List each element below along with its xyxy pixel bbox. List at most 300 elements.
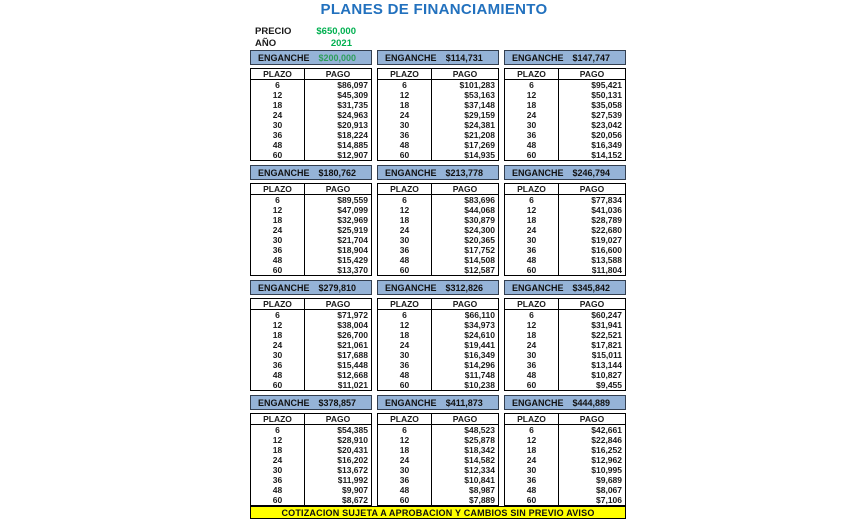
plan-table-row — [251, 215, 371, 225]
pago-cell: $18,342 — [464, 445, 495, 455]
pago-cell: $24,300 — [464, 225, 495, 235]
plan-table-row — [378, 235, 498, 245]
plazo-cell: 36 — [378, 360, 432, 370]
enganche-label: ENGANCHE — [258, 52, 310, 63]
plan-table-row — [505, 215, 625, 225]
plan-table-header-row — [378, 299, 498, 310]
plan-table-row — [505, 140, 625, 150]
pago-cell: $14,508 — [464, 255, 495, 265]
enganche-amount: $312,826 — [445, 282, 484, 293]
enganche-header-bar — [250, 165, 372, 180]
plazo-cell: 48 — [505, 485, 559, 495]
precio-value: $650,000 — [316, 26, 356, 38]
pago-cell: $44,068 — [464, 205, 495, 215]
plan-table-row — [505, 195, 625, 205]
pago-cell: $13,672 — [337, 465, 368, 475]
plazo-cell: 36 — [505, 130, 559, 140]
plazo-cell: 36 — [251, 475, 305, 485]
plan-table-row — [251, 465, 371, 475]
enganche-amount: $114,731 — [445, 52, 483, 63]
pago-cell: $15,429 — [337, 255, 368, 265]
plazo-cell: 6 — [505, 425, 559, 435]
plan-table-row — [251, 130, 371, 140]
plazo-cell: 12 — [378, 90, 432, 100]
plan-table-row — [378, 445, 498, 455]
pago-cell: $10,841 — [464, 475, 495, 485]
plan-table-row — [378, 380, 498, 390]
pago-cell: $83,696 — [464, 195, 495, 205]
plan-table — [504, 68, 626, 161]
plan-table-row — [505, 235, 625, 245]
pago-cell: $23,042 — [591, 120, 622, 130]
pago-cell: $21,704 — [337, 235, 368, 245]
plan-table-row — [505, 205, 625, 215]
enganche-amount: $444,889 — [572, 397, 611, 408]
plan-table-row — [378, 100, 498, 110]
plazo-cell: 24 — [505, 340, 559, 350]
plan-table-row — [251, 330, 371, 340]
pago-cell: $71,972 — [337, 310, 368, 320]
plazo-cell: 24 — [251, 340, 305, 350]
pago-cell: $9,907 — [342, 485, 368, 495]
plazo-cell: 48 — [251, 370, 305, 380]
pago-cell: $35,058 — [591, 100, 622, 110]
plan-table — [250, 413, 372, 506]
plazo-cell: 6 — [378, 195, 432, 205]
plazo-cell: 24 — [251, 110, 305, 120]
precio-row — [255, 26, 356, 38]
plazo-column-header: PLAZO — [505, 299, 559, 309]
plazo-column-header: PLAZO — [378, 414, 432, 424]
plan-table-row — [251, 235, 371, 245]
pago-cell: $7,106 — [596, 495, 622, 505]
enganche-header-bar — [377, 50, 499, 65]
plan-group — [377, 395, 499, 506]
plan-table — [250, 183, 372, 276]
plan-table-row — [505, 330, 625, 340]
plan-table-row — [378, 140, 498, 150]
pago-cell: $14,152 — [591, 150, 622, 160]
plan-table-row — [251, 205, 371, 215]
plan-table-row — [505, 465, 625, 475]
pago-cell: $13,588 — [591, 255, 622, 265]
pago-cell: $47,099 — [337, 205, 368, 215]
pago-cell: $41,036 — [591, 205, 622, 215]
plazo-cell: 24 — [378, 340, 432, 350]
pago-column-header: PAGO — [325, 184, 351, 194]
pago-column-header: PAGO — [325, 69, 351, 79]
plan-group — [250, 280, 372, 391]
plan-table — [377, 413, 499, 506]
pago-cell: $8,067 — [596, 485, 622, 495]
plazo-cell: 24 — [378, 110, 432, 120]
plazo-cell: 30 — [378, 120, 432, 130]
plan-table-row — [251, 110, 371, 120]
enganche-amount: $213,778 — [445, 167, 484, 178]
pago-cell: $11,021 — [337, 380, 368, 390]
enganche-header-bar — [504, 50, 626, 65]
plazo-cell: 6 — [251, 310, 305, 320]
plazo-cell: 60 — [505, 150, 559, 160]
pago-cell: $29,159 — [464, 110, 495, 120]
plazo-cell: 36 — [505, 245, 559, 255]
plazo-column-header: PLAZO — [378, 299, 432, 309]
enganche-amount: $147,747 — [572, 52, 611, 63]
plan-table-header-row — [378, 69, 498, 80]
plan-table-row — [505, 350, 625, 360]
plan-table-row — [505, 130, 625, 140]
pago-column-header: PAGO — [325, 414, 351, 424]
pago-cell: $20,913 — [337, 120, 368, 130]
pago-column-header: PAGO — [452, 184, 478, 194]
pago-cell: $25,878 — [464, 435, 495, 445]
enganche-amount: $200,000 — [318, 52, 357, 63]
plazo-cell: 36 — [378, 245, 432, 255]
plan-group — [250, 165, 372, 276]
plan-table-row — [505, 495, 625, 505]
plan-table-row — [505, 310, 625, 320]
pago-cell: $12,587 — [464, 265, 495, 275]
plazo-cell: 6 — [505, 80, 559, 90]
plan-table-row — [378, 350, 498, 360]
pago-column-header: PAGO — [452, 69, 478, 79]
pago-cell: $17,821 — [591, 340, 622, 350]
pago-cell: $8,987 — [469, 485, 495, 495]
pago-cell: $26,700 — [337, 330, 368, 340]
plan-group — [377, 280, 499, 391]
plan-table-row — [251, 80, 371, 90]
plazo-cell: 12 — [505, 90, 559, 100]
plan-table-row — [378, 195, 498, 205]
plan-table-row — [251, 195, 371, 205]
plazo-cell: 18 — [505, 215, 559, 225]
plazo-cell: 30 — [378, 465, 432, 475]
plazo-cell: 12 — [378, 205, 432, 215]
plan-table-row — [251, 150, 371, 160]
pago-cell: $8,672 — [342, 495, 368, 505]
plan-table-row — [378, 205, 498, 215]
plan-table-row — [251, 255, 371, 265]
plazo-cell: 30 — [378, 235, 432, 245]
plan-table-row — [505, 425, 625, 435]
plan-table-header-row — [505, 414, 625, 425]
plan-table — [504, 413, 626, 506]
pago-cell: $20,431 — [337, 445, 368, 455]
cotizacion-banner: COTIZACION SUJETA A APROBACION Y CAMBIOS SIN PREVIO AVISO — [250, 506, 626, 519]
plan-table-row — [251, 425, 371, 435]
plan-table — [250, 298, 372, 391]
plazo-cell: 18 — [378, 330, 432, 340]
plan-group — [377, 50, 499, 161]
page-title: PLANES DE FINANCIAMIENTO — [320, 1, 548, 18]
enganche-header-bar — [504, 395, 626, 410]
plazo-cell: 6 — [378, 80, 432, 90]
plan-table-row — [378, 80, 498, 90]
enganche-amount: $279,810 — [318, 282, 357, 293]
plazo-cell: 6 — [251, 425, 305, 435]
plazo-cell: 12 — [505, 320, 559, 330]
plazo-cell: 24 — [505, 110, 559, 120]
enganche-header-bar — [377, 165, 499, 180]
plazo-cell: 12 — [378, 435, 432, 445]
plan-table-row — [505, 485, 625, 495]
plan-table-row — [378, 215, 498, 225]
pago-cell: $38,004 — [337, 320, 368, 330]
plan-table-row — [251, 360, 371, 370]
plan-table-row — [251, 320, 371, 330]
plazo-cell: 36 — [505, 360, 559, 370]
plazo-cell: 12 — [251, 205, 305, 215]
plan-table-row — [251, 120, 371, 130]
plan-table — [377, 183, 499, 276]
plan-table — [504, 298, 626, 391]
plan-grid — [250, 50, 626, 506]
pago-cell: $31,735 — [337, 100, 368, 110]
plazo-cell: 48 — [505, 140, 559, 150]
pago-cell: $14,935 — [464, 150, 495, 160]
plan-table-row — [251, 140, 371, 150]
pago-cell: $30,879 — [464, 215, 495, 225]
plan-table-row — [378, 225, 498, 235]
plazo-cell: 6 — [251, 195, 305, 205]
pago-cell: $25,919 — [337, 225, 368, 235]
pago-cell: $53,163 — [464, 90, 495, 100]
pago-cell: $12,962 — [591, 455, 622, 465]
enganche-label: ENGANCHE — [258, 397, 310, 408]
plazo-cell: 60 — [251, 150, 305, 160]
plazo-column-header: PLAZO — [378, 69, 432, 79]
pago-cell: $28,789 — [591, 215, 622, 225]
plan-table-header-row — [378, 414, 498, 425]
plan-group — [377, 165, 499, 276]
pago-cell: $12,907 — [337, 150, 368, 160]
pago-column-header: PAGO — [579, 184, 605, 194]
plan-table-row — [378, 370, 498, 380]
plan-table-row — [251, 380, 371, 390]
plan-table-row — [505, 255, 625, 265]
plazo-cell: 36 — [251, 360, 305, 370]
plazo-cell: 12 — [505, 435, 559, 445]
plazo-cell: 60 — [378, 495, 432, 505]
plazo-cell: 18 — [251, 445, 305, 455]
ano-label: AÑO — [255, 37, 277, 49]
plan-group — [504, 165, 626, 276]
plazo-cell: 6 — [378, 425, 432, 435]
plan-table-row — [378, 245, 498, 255]
plazo-cell: 18 — [251, 330, 305, 340]
plan-table-row — [505, 265, 625, 275]
ano-row — [255, 38, 356, 50]
plazo-cell: 36 — [251, 130, 305, 140]
plazo-cell: 60 — [378, 150, 432, 160]
pago-cell: $31,941 — [591, 320, 622, 330]
pago-cell: $95,421 — [591, 80, 622, 90]
plan-table-row — [505, 445, 625, 455]
pago-cell: $10,238 — [464, 380, 495, 390]
plan-table-row — [505, 110, 625, 120]
plazo-cell: 30 — [378, 350, 432, 360]
pago-cell: $48,523 — [464, 425, 495, 435]
pago-cell: $22,680 — [591, 225, 622, 235]
pago-cell: $22,521 — [591, 330, 622, 340]
pago-cell: $14,582 — [464, 455, 495, 465]
pago-cell: $13,370 — [337, 265, 368, 275]
plazo-column-header: PLAZO — [378, 184, 432, 194]
enganche-amount: $411,873 — [445, 397, 483, 408]
plazo-column-header: PLAZO — [251, 184, 305, 194]
plan-table-row — [505, 475, 625, 485]
plan-table-row — [378, 485, 498, 495]
plan-table-row — [505, 340, 625, 350]
plazo-cell: 12 — [251, 90, 305, 100]
pago-cell: $20,056 — [591, 130, 622, 140]
plazo-cell: 18 — [251, 215, 305, 225]
plan-table-row — [378, 310, 498, 320]
plan-table-row — [505, 150, 625, 160]
plan-table-header-row — [378, 184, 498, 195]
plan-group — [504, 280, 626, 391]
plan-table-row — [378, 320, 498, 330]
pago-cell: $21,208 — [464, 130, 495, 140]
pago-cell: $45,309 — [337, 90, 368, 100]
plazo-column-header: PLAZO — [251, 414, 305, 424]
plan-table-row — [378, 340, 498, 350]
plan-table-row — [251, 350, 371, 360]
pago-cell: $86,097 — [337, 80, 368, 90]
enganche-label: ENGANCHE — [385, 167, 437, 178]
pago-cell: $32,969 — [337, 215, 368, 225]
plan-table-row — [251, 475, 371, 485]
pago-cell: $16,349 — [591, 140, 622, 150]
plan-table-header-row — [251, 184, 371, 195]
plazo-cell: 30 — [505, 465, 559, 475]
plazo-cell: 60 — [251, 380, 305, 390]
pago-cell: $42,661 — [591, 425, 622, 435]
plazo-cell: 48 — [378, 370, 432, 380]
enganche-label: ENGANCHE — [512, 167, 564, 178]
plan-table-header-row — [505, 299, 625, 310]
plazo-column-header: PLAZO — [505, 69, 559, 79]
plazo-cell: 6 — [505, 310, 559, 320]
plazo-cell: 24 — [505, 225, 559, 235]
plazo-cell: 60 — [378, 265, 432, 275]
plan-table-row — [251, 435, 371, 445]
pago-cell: $11,748 — [464, 370, 495, 380]
plan-group — [250, 50, 372, 161]
plazo-cell: 48 — [378, 255, 432, 265]
plan-table-row — [505, 90, 625, 100]
plazo-cell: 36 — [505, 475, 559, 485]
plazo-cell: 24 — [251, 225, 305, 235]
precio-label: PRECIO — [255, 26, 292, 38]
pago-column-header: PAGO — [452, 299, 478, 309]
plan-table-row — [505, 370, 625, 380]
enganche-header-bar — [504, 165, 626, 180]
plan-table-header-row — [505, 69, 625, 80]
plazo-cell: 6 — [251, 80, 305, 90]
plan-table-row — [505, 380, 625, 390]
plazo-cell: 12 — [251, 320, 305, 330]
plazo-cell: 12 — [251, 435, 305, 445]
plan-table-row — [505, 435, 625, 445]
plan-table-row — [378, 435, 498, 445]
plan-table — [377, 68, 499, 161]
plan-table-row — [505, 245, 625, 255]
pago-cell: $24,963 — [337, 110, 368, 120]
enganche-label: ENGANCHE — [385, 52, 437, 63]
plazo-cell: 60 — [378, 380, 432, 390]
pago-cell: $20,365 — [464, 235, 495, 245]
pago-cell: $7,889 — [469, 495, 495, 505]
plan-table-row — [378, 120, 498, 130]
plan-table-row — [378, 150, 498, 160]
plazo-cell: 24 — [251, 455, 305, 465]
enganche-label: ENGANCHE — [512, 52, 564, 63]
plazo-cell: 24 — [378, 455, 432, 465]
plazo-column-header: PLAZO — [505, 184, 559, 194]
pago-cell: $16,600 — [591, 245, 622, 255]
plazo-cell: 48 — [505, 255, 559, 265]
pago-cell: $19,441 — [464, 340, 495, 350]
pago-cell: $37,148 — [464, 100, 495, 110]
plazo-cell: 30 — [505, 235, 559, 245]
plazo-cell: 30 — [251, 350, 305, 360]
plan-table-row — [378, 465, 498, 475]
plazo-cell: 6 — [378, 310, 432, 320]
plan-table-header-row — [505, 184, 625, 195]
price-info-block — [255, 26, 356, 49]
plazo-cell: 48 — [378, 140, 432, 150]
pago-cell: $16,252 — [591, 445, 622, 455]
enganche-header-bar — [504, 280, 626, 295]
plazo-cell: 12 — [378, 320, 432, 330]
plan-table-row — [251, 100, 371, 110]
enganche-header-bar — [250, 280, 372, 295]
plazo-cell: 18 — [505, 445, 559, 455]
plazo-cell: 30 — [505, 350, 559, 360]
plan-table-row — [378, 455, 498, 465]
plazo-cell: 36 — [251, 245, 305, 255]
pago-cell: $18,224 — [337, 130, 368, 140]
plan-table-row — [378, 360, 498, 370]
plan-table-row — [505, 455, 625, 465]
plan-table-row — [378, 90, 498, 100]
pago-cell: $12,668 — [337, 370, 368, 380]
plazo-cell: 36 — [378, 130, 432, 140]
plan-table-row — [505, 360, 625, 370]
enganche-amount: $246,794 — [572, 167, 611, 178]
pago-cell: $13,144 — [591, 360, 622, 370]
pago-cell: $17,752 — [464, 245, 495, 255]
plan-table-row — [378, 425, 498, 435]
pago-cell: $60,247 — [591, 310, 622, 320]
plan-table-row — [251, 310, 371, 320]
pago-cell: $15,448 — [337, 360, 368, 370]
pago-column-header: PAGO — [579, 414, 605, 424]
pago-cell: $50,131 — [591, 90, 622, 100]
plan-table-header-row — [251, 69, 371, 80]
plazo-cell: 30 — [251, 120, 305, 130]
pago-cell: $12,334 — [464, 465, 495, 475]
pago-cell: $77,834 — [591, 195, 622, 205]
plan-table-row — [378, 495, 498, 505]
plazo-cell: 30 — [251, 465, 305, 475]
pago-cell: $22,846 — [591, 435, 622, 445]
plazo-cell: 60 — [251, 265, 305, 275]
plan-group — [504, 395, 626, 506]
plan-table — [250, 68, 372, 161]
pago-cell: $14,296 — [464, 360, 495, 370]
